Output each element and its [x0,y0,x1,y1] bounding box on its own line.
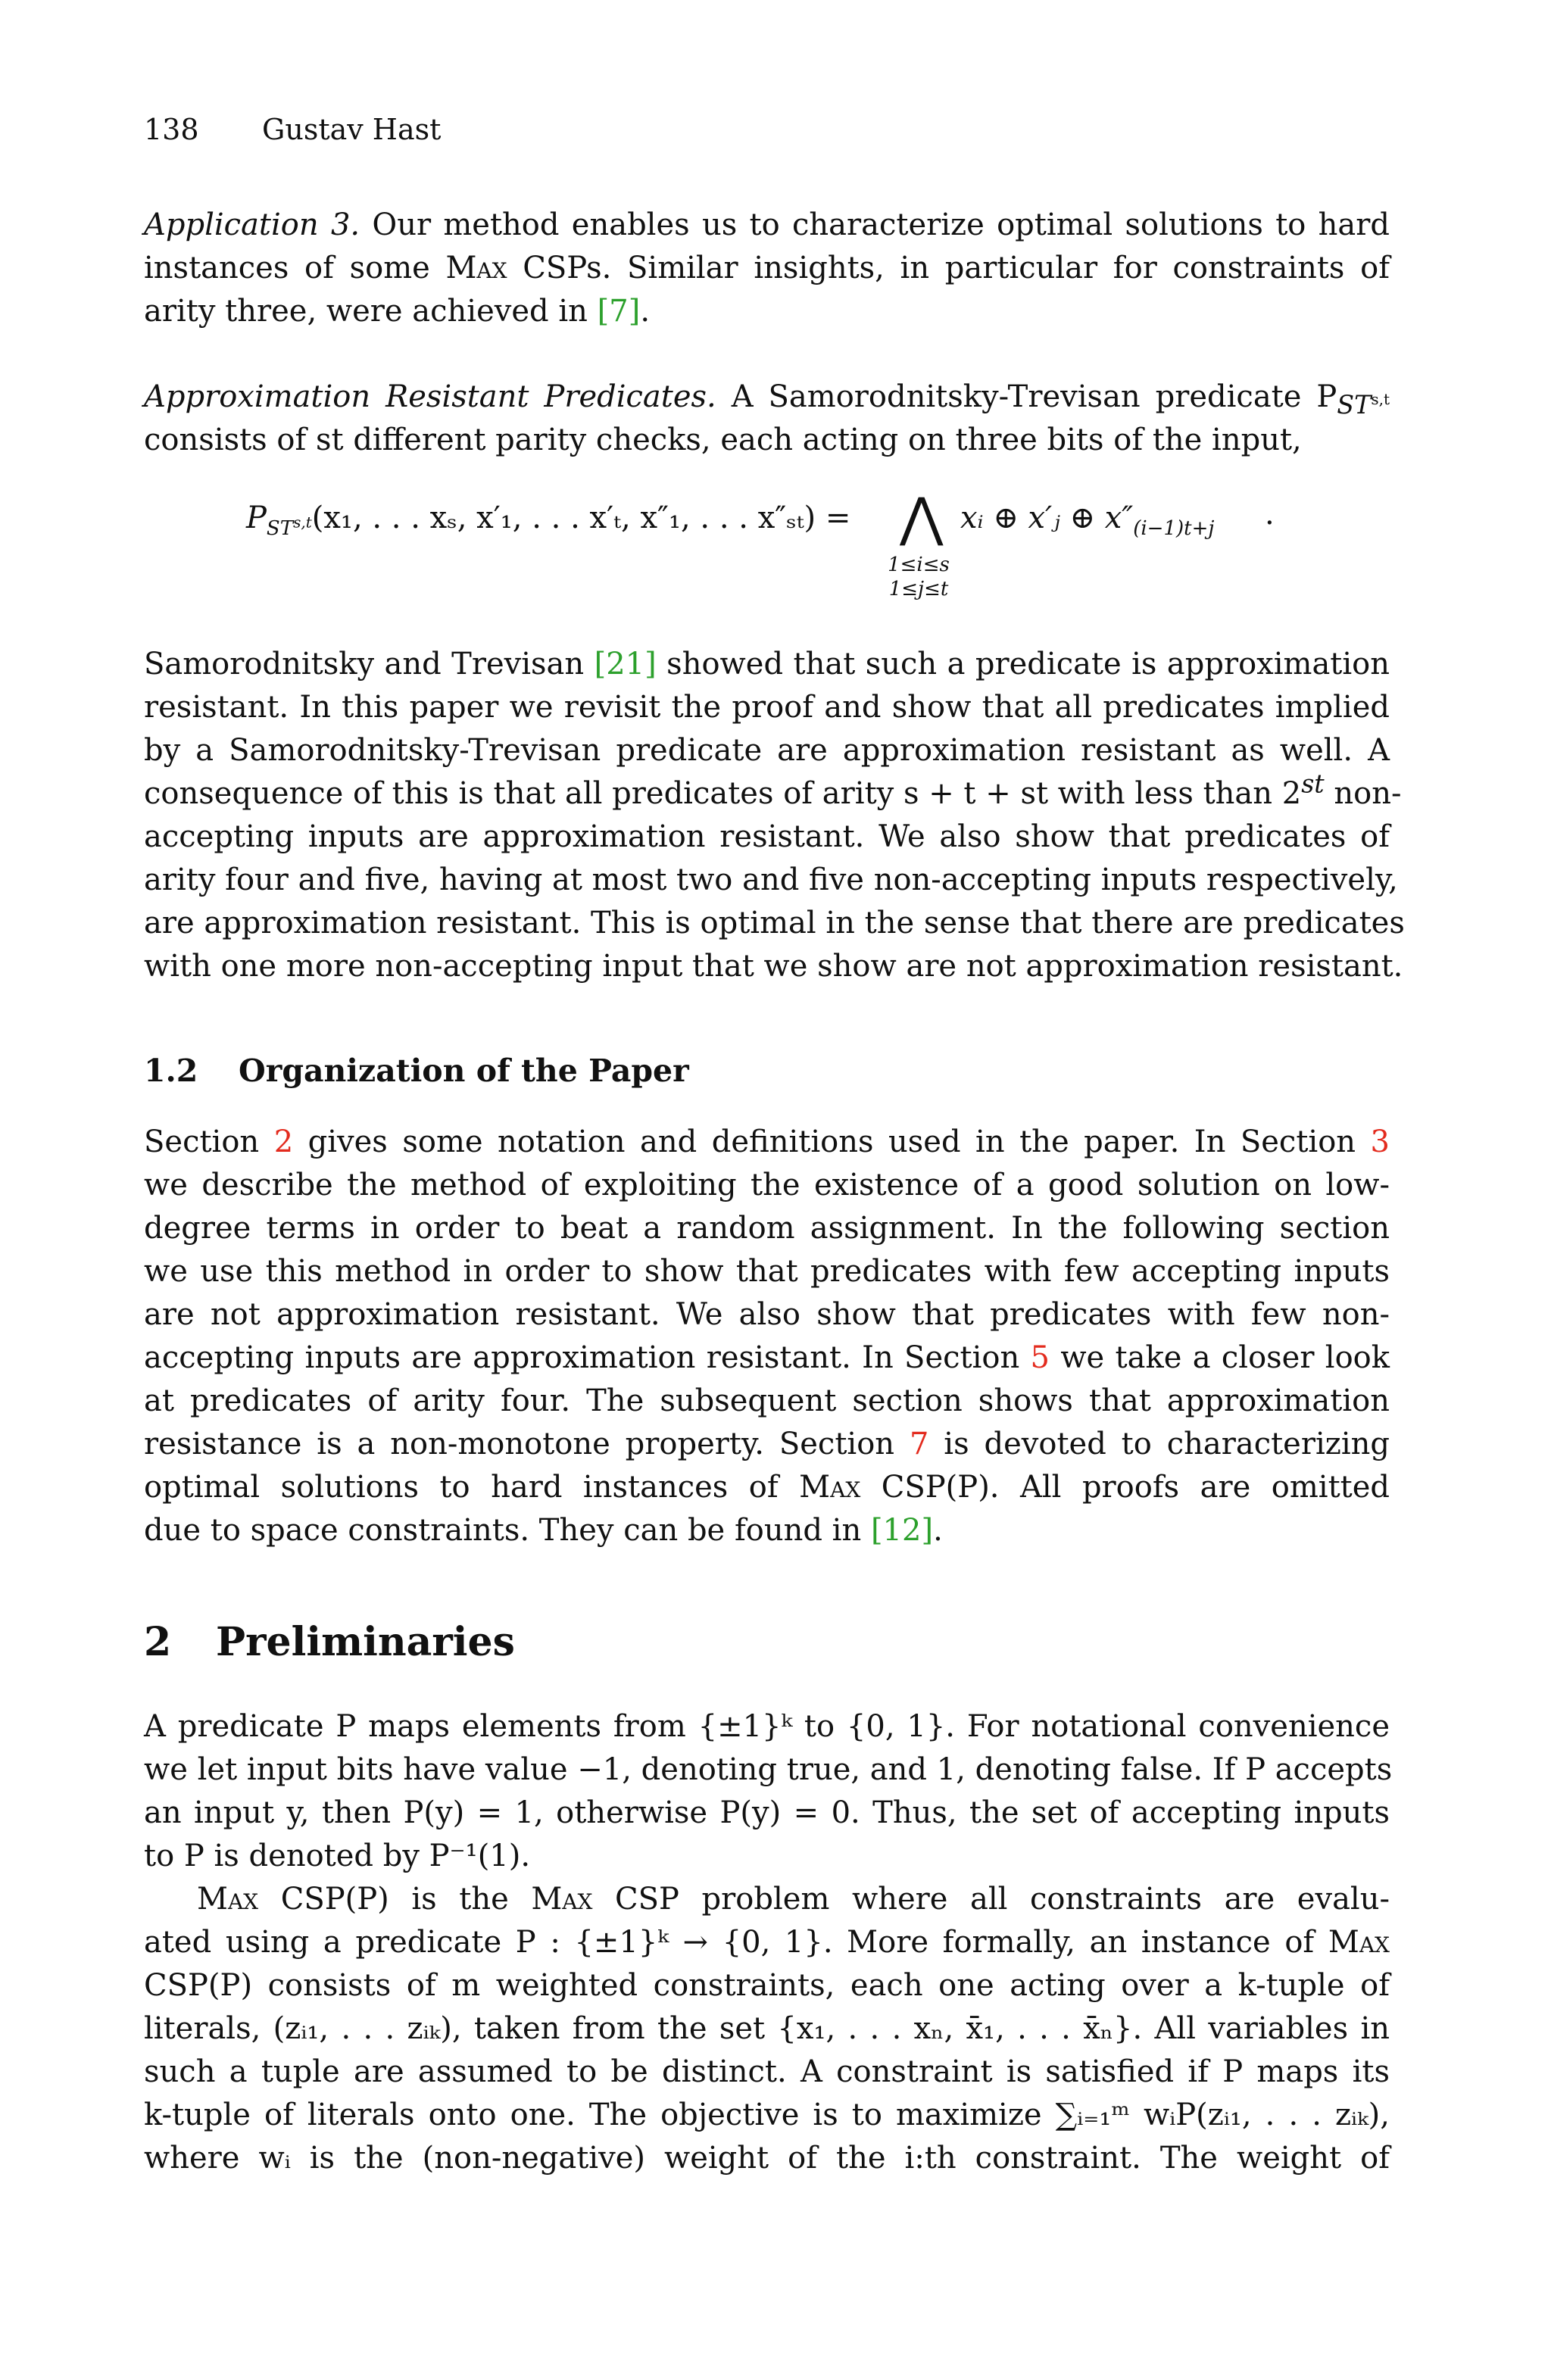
application-3-runin: Application 3. [144,207,360,242]
big-wedge-operator: ⋀ [900,486,944,548]
display-equation: $P_{ST^{s,t}}(x_1$, . . . xₛ, x′₁, . . . x′ₜ, x″₁, . . . x″ₛₜ) = ⋀ 1≤i≤s 1≤j≤t xᵢ ⊕ x′ⱼ ⊕ $x''_{(i-1)t+j}$ . [246,486,1275,600]
st-paragraph: Samorodnitsky and Trevisan [21] showed that such a predicate is approximation resistant. In this paper we revisit the proof and show that all predicates implied by a Samorodnitsky-Trevisan predicate are approximation resistant as well. A consequence of this is that all predicates of arity s + t + st with less than 2st non- accepting inputs are approximation resistant. We also show that predicates of arity four and five, having at most two and five non-accepting inputs respectively, are approximation resistant. This is optimal in the sense that there are predicates with one more non-accepting input that we show are not approximation resistant. [144,647,1405,984]
arp-paragraph: Approximation Resistant Predicates. A Samorodnitsky-Trevisan predicate $P_{ST^{s,t}}$ consists of st different parity checks, each acting on three bits of the input, [144,379,1390,457]
citation-link[interactable]: [12] [870,1513,934,1548]
page-number: 138 [144,113,199,146]
running-author: Gustav Hast [262,113,442,146]
preliminaries-paragraph-1: A predicate P maps elements from {±1}ᵏ to {0, 1}. For notational convenience we let input bits have value −1, denoting true, and 1, denoting false. If P accepts an input y, then P(y) = 1, otherwise P(y) = 0. Thus, the set of accepting inputs to P is denoted by P⁻¹(1). [144,1709,1393,1873]
preliminaries-paragraph-2: Max CSP(P) is the Max CSP problem where all constraints are evalu- ated using a predicate P : {±1}ᵏ → {0, 1}. More formally, an instance of Max CSP(P) consists of m weighted constraints, each one acting over a k-tuple of literals, (zᵢ₁, . . . zᵢₖ), taken from the set {x₁, . . . xₙ, x̄₁, . . . x̄ₙ}. All variables in such a tuple are assumed to be distinct. A constraint is satisfied if P maps its k-tuple of literals onto one. The objective is to maximize ∑ᵢ₌₁ᵐ wᵢP(zᵢ₁, . . . zᵢₖ), where wᵢ is the (non-negative) weight of the i:th constraint. The weight of [144,1882,1390,2176]
operator-limits: 1≤i≤s 1≤j≤t [888,554,950,600]
citation-link[interactable]: [7] [597,294,641,329]
section-link[interactable]: 7 [909,1427,929,1461]
section-link[interactable]: 2 [273,1124,294,1159]
organization-paragraph: Section 2 gives some notation and definitions used in the paper. In Section 3 we describe the method of exploiting the existence of a good solution on low- degree terms in order to beat a random assignment. In the following section we use this method in order to show that predicates with few accepting inputs are not approximation resistant. We also show that predicates with few non- accepting inputs are approximation resistant. In Section 5 we take a closer look at predicates of arity four. The subsequent section shows that approximation resistance is a non-monotone property. Section 7 is devoted to characterizing optimal solutions to hard instances of Max CSP(P). All proofs are omitted due to space constraints. They can be found in [12]. [144,1124,1390,1548]
running-header [144,115,441,144]
section-link[interactable]: 3 [1370,1124,1390,1159]
section-link[interactable]: 5 [1030,1340,1050,1375]
section-2-heading: 2 Preliminaries [144,1619,515,1665]
section-1-2-heading: 1.2 Organization of the Paper [144,1053,689,1089]
citation-link[interactable]: [21] [594,647,657,682]
arp-runin: Approximation Resistant Predicates. [144,379,716,414]
application-3-paragraph: Application 3. Our method enables us to characterize optimal solutions to hard instances of some Max CSPs. Similar insights, in particular for constraints of arity three, were achieved in [7]. [144,207,1390,329]
